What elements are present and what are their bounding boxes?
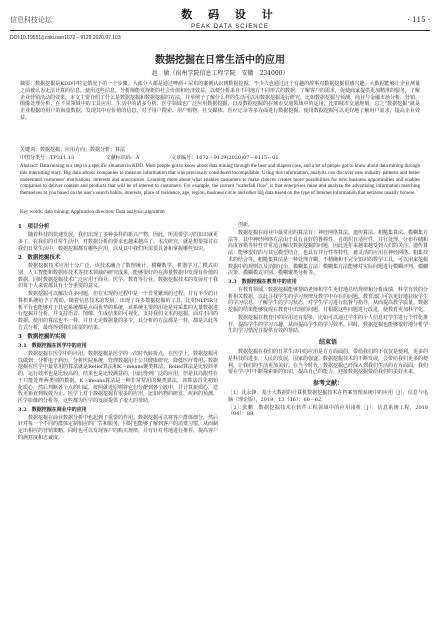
section-heading: 3.1 数据挖掘在医学中的应用	[18, 343, 87, 350]
section-heading: 3.2 数据挖掘在商业中的应用	[18, 406, 87, 413]
paragraph: 数据挖掘在商业数据分析中也起到了重要的作用。数据挖掘可以将客户群体细分，然后针对每一个不同的群体定制相应的广告和服务，同时也能够了解到客户的消费习惯，从而制定出相应的营销策略。同时也可以发现客户的购买规律，并有针对性地进行推荐，提高客户的满意度和忠诚度。	[18, 414, 219, 441]
section-heading: 3 数据挖掘的实现	[18, 333, 66, 340]
classification: 中图分类号：TP311.13	[20, 155, 75, 161]
paragraph: 数据挖掘在医学中的应用。数据挖掘是医学的一次时代转折点，在医学上，数据挖掘可以做到：分析电子病历，分析医院系统，管理数据用于公共健康研究，降低医疗费用。数据挖掘在医学中最常用的算法就是Relief算法和K－means聚类算法。Relief算法是比较简单的，运行效率也是比较高的，结果也是比较满意的，因此得到广泛的应用，但是其局限性在于只能处理两类别的数据。K－means算法是一种非常常用的聚类算法，该算法首先初始化质心，然后判断各个点的归属，按照就近原则将它们分配到各个簇中，并计算新质心，迭代更新直到收敛为止。医学上对于数据挖掘有很多的应用，比如药物的研发、疾病的预测、医学影像的分析等，这些都为医学的发展提供了很大的帮助。	[18, 350, 219, 405]
body-column-left	[18, 222, 218, 443]
abstract-en: Abstract: Data mining is a step in a specific situation in KDD. Most people got to know about data mining through the beer and diapers case, and a lot of people got to know about data mining through this interesting story. Big data allows companies to measure information that was previously considered incomputable. Using this information, analysts can discover new industry patterns and better understand customers' motivations, interests and annoyances. Learning more about what enables customers to make choices creates more possibilities for new business opportunities and enables companies to deliver content and products that will be of interest to customers. For example, the current "waterfall flow" is that enterprises mine and analyze the advertising information matching themselves to you based on the user's search habits, interests, place of residence, age, region, business circle and other big data based on the type of Internet information that netizens usually browse.	[20, 164, 420, 196]
paragraph: 数据挖掘可以解决许多问题，但在实现的过程中是一个非常繁琐的过程。并有不少的计算机系统给予了帮助。随着信息技术的发展，出现了许多数据挖掘的工具，比如NLPIR分析平台也能够对于其它系统都是点面优势的系统，该系统主要的用途是对采集的大量数据进行挖掘并分析，并支持语音、图像、生成结果的可视化，支持我们文本的挖掘。面对不同的数据，使用的算法也不一样，并且无论数据量的多少，其分析的方法都是一样，都是以此等方式分析，最终得到我们需要的结果。	[18, 291, 219, 331]
journal-section: 信息科技论坛	[10, 16, 52, 24]
article-title: 数据挖掘在日常生活中的应用	[155, 55, 285, 66]
keywords-cn: 关键词：数据挖掘；应用方向；数据分析；算法	[20, 147, 126, 153]
abstract-cn: 摘要：数据挖掘是KDD中特定情况下的一个步骤。大部分人都是通过啤酒＋尿布的案例认识到数据挖掘，不少人也通过这个有趣的故事对数据挖掘很感兴趣。大数据能够让企业测量之前被认为无法计算的信息。使用这些信息，分析师能发现新的社会价值和经济效益，以便分析来自不同地方不同形式的数据，了解客户的需求，促使商家提供更加精准的服务，了解企业营销活动的效果。本文主要介绍了什么是数据挖掘和数据挖掘的方法，并举例子了解什么样的生活可以用数据挖掘进行研究，比如数据挖掘与预测、商业与金融市场分析、营销、图像处理分析、在不同领域中的工具应用、生活中的诸多分析、医学领域也广泛应用数据挖掘，以及数据挖掘的在城市交通领域中的运用，比如城市交通规划。总之“数据挖掘”就是企业根据的用户的海量数据，发现其中有价值的信息，对于用户搜索、用户购物、社交媒体、医疗记录等多方面进行数据挖掘，使用数据挖掘可以更好地了解用户需求，提高企业效益。	[20, 81, 421, 121]
paragraph: 数据挖掘在教育中的应用还有很多，比如可以通过学生的个人信息对学生进行个性化推荐，提高学生的学习兴趣，从而提高学生的学习效率。同时，数据挖掘也能够很好地分析学生的学习情况并提供有效的帮助。	[228, 314, 429, 335]
paragraph: 数据挖掘在商业中最常用的算法有：神经网络算法、遗传算法、粗糙集算法、模糊集方法等。其中神经网络方法由于具有良好的鲁棒性、自组织自适应性、并行处理、分布存储和高度容错等特性非常适合解决数据挖掘的问题，因此近年来越来越受到人们的关注。遗传算法：能够很好的与其它模型结合，也具有并行性等特性，被灵活的应用在神经网络、粗集技术的结合等。粗糙集算法是一种处理含糊、不精确和不完全知识的数学工具，可以用来挖掘数据中的规则以及消除冗余。模糊集方法：模糊集方法能够对实际问题进行模糊评判、模糊决策、模糊模式识别、模糊聚类分析等。	[228, 229, 429, 277]
header-divider	[10, 30, 430, 31]
journal-name-cn: 数 码 设 计	[181, 8, 279, 21]
reference-item: ［1］沈永锋．基于大数据的计算机数据挖掘技术在档案管理系统中的应用［J］．信息与电脑（理论版），2019，13（16）：60－62．	[228, 390, 428, 403]
journal-name-en: PEAK DATA SCIENCE	[191, 23, 269, 30]
authors: 赵 敏（宿州学院信息工程学院 安徽 234000）	[151, 70, 289, 77]
keywords-en: Key words: data mining; Application direction; Data analysis; algorithm	[20, 210, 165, 215]
section-heading: 2 数据挖掘技术	[18, 254, 61, 261]
journal-title	[180, 8, 280, 31]
paragraph: 在教育领域，数据挖掘能够帮助老师和学生更好地总结规律和分析成绩，科学有效的分析相关数据，以此寻找学生的学习规律及教学中存在的问题。教育部门可以更好地获取学生的学习信息，了解学生的学习状态，对学生学习进行监督与指导，从而提高教学质量。数据挖掘的结果能够发现在教育中出现的问题，并根据这些问题进行改进，使教育更加科学化。	[228, 286, 429, 313]
paragraph: 随着科技的快速发展，我们出现了多种多样的新兴产物，因此，所需要学习的知识就更多了。在我们的日常生活中，对数据分析的要求也越来越高了。本次研究，就是想要探讨在我们日常生活中，数据挖掘都有哪些应用，以及其中我们所需要具备和掌握哪些知识。	[18, 232, 219, 252]
paragraph: 数据挖掘技术应用十分广泛，该技术融合了数理统计、模糊数学、机器学习、模式识别、人工智能和数据库技术等技术领域的研究成果，能够很好的在海量数据中发现有价值的数据。同时数据挖掘技术广泛应用于商业、医学、教育等行业。数据挖掘技术的发展对于我们每个人来说都具有十分重要的意义。	[18, 263, 219, 290]
page-header	[10, 6, 430, 32]
section-heading: 1 项目分析	[18, 224, 50, 230]
doc-code: 文献标识码：A	[105, 155, 140, 161]
section-heading: 参考文献：	[312, 380, 343, 388]
page-number: · 115 ·	[407, 16, 430, 24]
section-heading: 3.3 数据挖掘在教育中的应用	[228, 279, 297, 285]
paragraph: 数据挖掘在我们的日常生活中的应用是方方面面的，带给我们的不仅仅是便利，更多的是科技的进步，人民的发展，国家的强盛。数据挖掘技术的不断发展，会带给我们更多的便利，让我们的生活更加美好。在当今时代，数据挖掘已经深入到我们生活的方方面面，我们要在学习中不断探索新的知识，提高自己的能力，迎接数据挖掘带给我们的美好未来。	[228, 349, 429, 376]
reference-item: ［2］张鹏．数据挖掘技术在软件工程领域中的应用浅析［J］．信息系统工程，2018（04）：89．	[228, 404, 428, 418]
classification-line	[20, 155, 420, 162]
body-column-right	[228, 222, 428, 419]
article-number: 文章编号：1672－9129(2020)07－0115－01	[171, 155, 279, 161]
paragraph: 创新。	[238, 222, 254, 228]
doi: DOI:10.19551/j.cnki.issn1672－9129.2020.07.103	[10, 35, 121, 41]
section-heading: 结束语	[318, 339, 337, 346]
